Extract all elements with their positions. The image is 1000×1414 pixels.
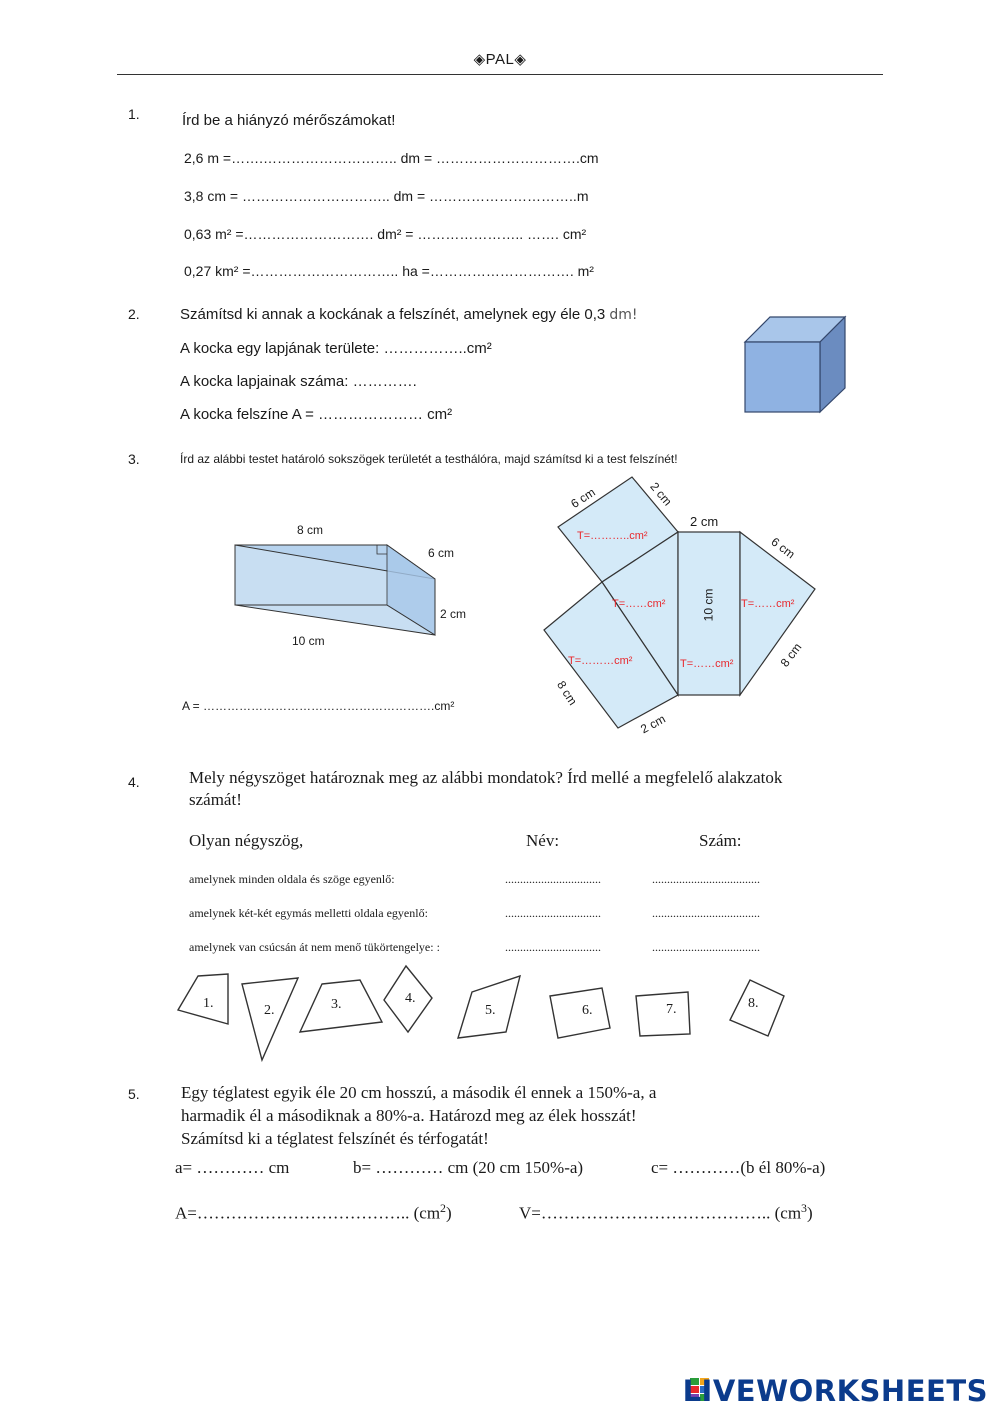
q4-col-name: Név:	[526, 831, 560, 850]
shape-label-4: 4.	[405, 991, 416, 1006]
area-field-5[interactable]: T=……cm²	[680, 658, 734, 670]
q5-a-field[interactable]: a= ………… cm	[175, 1158, 290, 1177]
area-field-1[interactable]: T=………..cm²	[577, 530, 648, 542]
q5-line-2: harmadik él a másodiknak a 80%-a. Határozd meg az élek hosszát!	[181, 1106, 637, 1125]
prism-label-bottom: 10 cm	[292, 634, 325, 648]
net-label-bottom: 2 cm	[638, 711, 668, 737]
quadrilateral-shapes	[170, 962, 790, 1066]
q4-row-2-num[interactable]: ....................................	[652, 906, 760, 920]
area-field-3[interactable]: T=……cm²	[741, 598, 795, 610]
q5-surface-text: A=……………………………….. (cm	[175, 1203, 441, 1223]
q4-row-2-text: amelynek két-két egymás melletti oldala egyenlő:	[189, 906, 428, 920]
q4-title-line-2: számát!	[189, 790, 242, 809]
shape-label-8: 8.	[748, 996, 759, 1011]
q2-number: 2.	[128, 306, 140, 322]
q4-row-2-name[interactable]: ................................	[505, 906, 601, 920]
q1-line-3[interactable]: 0,63 m² =………………………. dm² = ………………….. ……. cm²	[184, 226, 587, 242]
header-rule	[117, 74, 883, 75]
q5-number: 5.	[128, 1086, 140, 1102]
q5-volume-exp: 3	[801, 1201, 807, 1215]
net-label-left-bottom: 8 cm	[554, 678, 580, 708]
cube-figure	[740, 312, 850, 416]
q5-volume-field[interactable]	[519, 1201, 813, 1224]
q3-title: Írd az alábbi testet határoló sokszögek területét a testhálóra, majd számítsd ki a test felszínét!	[180, 452, 678, 466]
prism-label-right: 6 cm	[428, 546, 455, 560]
liveworksheets-brand: LIVEWORKSHEETS	[682, 1374, 988, 1408]
shape-label-1: 1.	[203, 996, 214, 1011]
q3-answer[interactable]: A = ………………………………………………….cm²	[182, 699, 455, 713]
q5-surface-close: )	[446, 1203, 452, 1223]
net-label-top-edge: 2 cm	[647, 479, 675, 509]
q2-line-1[interactable]: A kocka egy lapjának területe: ……………..cm²	[180, 340, 492, 357]
prism-figure	[225, 535, 450, 647]
q2-line-2[interactable]: A kocka lapjainak száma: ………….	[180, 373, 417, 390]
q4-number: 4.	[128, 774, 140, 790]
net-label-right-top: 6 cm	[768, 534, 798, 562]
area-field-2[interactable]: T=……cm²	[612, 598, 666, 610]
q4-row-1-num[interactable]: ....................................	[652, 872, 760, 886]
area-field-4[interactable]: T=………cm²	[568, 655, 633, 667]
prism-label-height: 2 cm	[440, 607, 467, 621]
q4-row-3-num[interactable]: ....................................	[652, 940, 760, 954]
q4-row-3-name[interactable]: ................................	[505, 940, 601, 954]
q3-number: 3.	[128, 451, 140, 467]
q1-line-2[interactable]: 3,8 cm = ………………………….. dm = …………………………..m	[184, 188, 589, 204]
q1-line-1[interactable]: 2,6 m =…….……………………….. dm = ………………………….cm	[184, 150, 599, 166]
q4-col-num: Szám:	[699, 831, 742, 850]
q1-title: Írd be a hiányzó mérőszámokat!	[182, 112, 396, 129]
shape-label-3: 3.	[331, 997, 342, 1012]
shape-label-2: 2.	[264, 1003, 275, 1018]
q4-row-3-text: amelynek van csúcsán át nem menő tükörtengelye: :	[189, 940, 440, 954]
q1-number: 1.	[128, 106, 140, 122]
q5-line-1: Egy téglatest egyik éle 20 cm hosszú, a második él ennek a 150%-a, a	[181, 1083, 657, 1102]
q1-line-4[interactable]: 0,27 km² =………………………….. ha =…………………………. m²	[184, 263, 594, 279]
prism-label-top: 8 cm	[297, 523, 324, 537]
q4-col-head: Olyan négyszög,	[189, 831, 304, 850]
net-label-vertical: 10 cm	[701, 588, 716, 622]
q5-b-field[interactable]: b= ………… cm (20 cm 150%-a)	[353, 1158, 584, 1177]
q2-title-text: Számítsd ki annak a kockának a felszínét, amelynek egy éle 0,3	[180, 306, 606, 323]
q5-volume-close: )	[807, 1203, 813, 1223]
shape-label-7: 7.	[666, 1002, 677, 1017]
q5-surface-field[interactable]	[175, 1201, 452, 1224]
net-label-top-mid: 2 cm	[690, 514, 719, 529]
net-label-top-left: 6 cm	[568, 485, 598, 511]
q4-row-1-text: amelynek minden oldala és szöge egyenlő:	[189, 872, 395, 886]
shape-label-6: 6.	[582, 1003, 593, 1018]
q2-line-3[interactable]: A kocka felszíne A = ………………… cm²	[180, 406, 453, 423]
q4-row-1-name[interactable]: ................................	[505, 872, 601, 886]
page-header: ◈PAL◈	[473, 51, 527, 68]
net-label-right-bottom: 8 cm	[777, 640, 805, 670]
q2-title-unit: dm!	[609, 307, 638, 323]
q4-title-line-1: Mely négyszöget határoznak meg az alábbi mondatok? Írd mellé a megfelelő alakzatok	[189, 768, 783, 787]
q5-surface-exp: 2	[440, 1201, 446, 1215]
q5-c-field[interactable]: c= …………(b él 80%-a)	[651, 1158, 826, 1177]
q5-volume-text: V=………………………………….. (cm	[519, 1203, 802, 1223]
q5-line-3: Számítsd ki a téglatest felszínét és térfogatát!	[181, 1129, 489, 1148]
shape-label-5: 5.	[485, 1003, 496, 1018]
q2-title	[180, 306, 638, 323]
